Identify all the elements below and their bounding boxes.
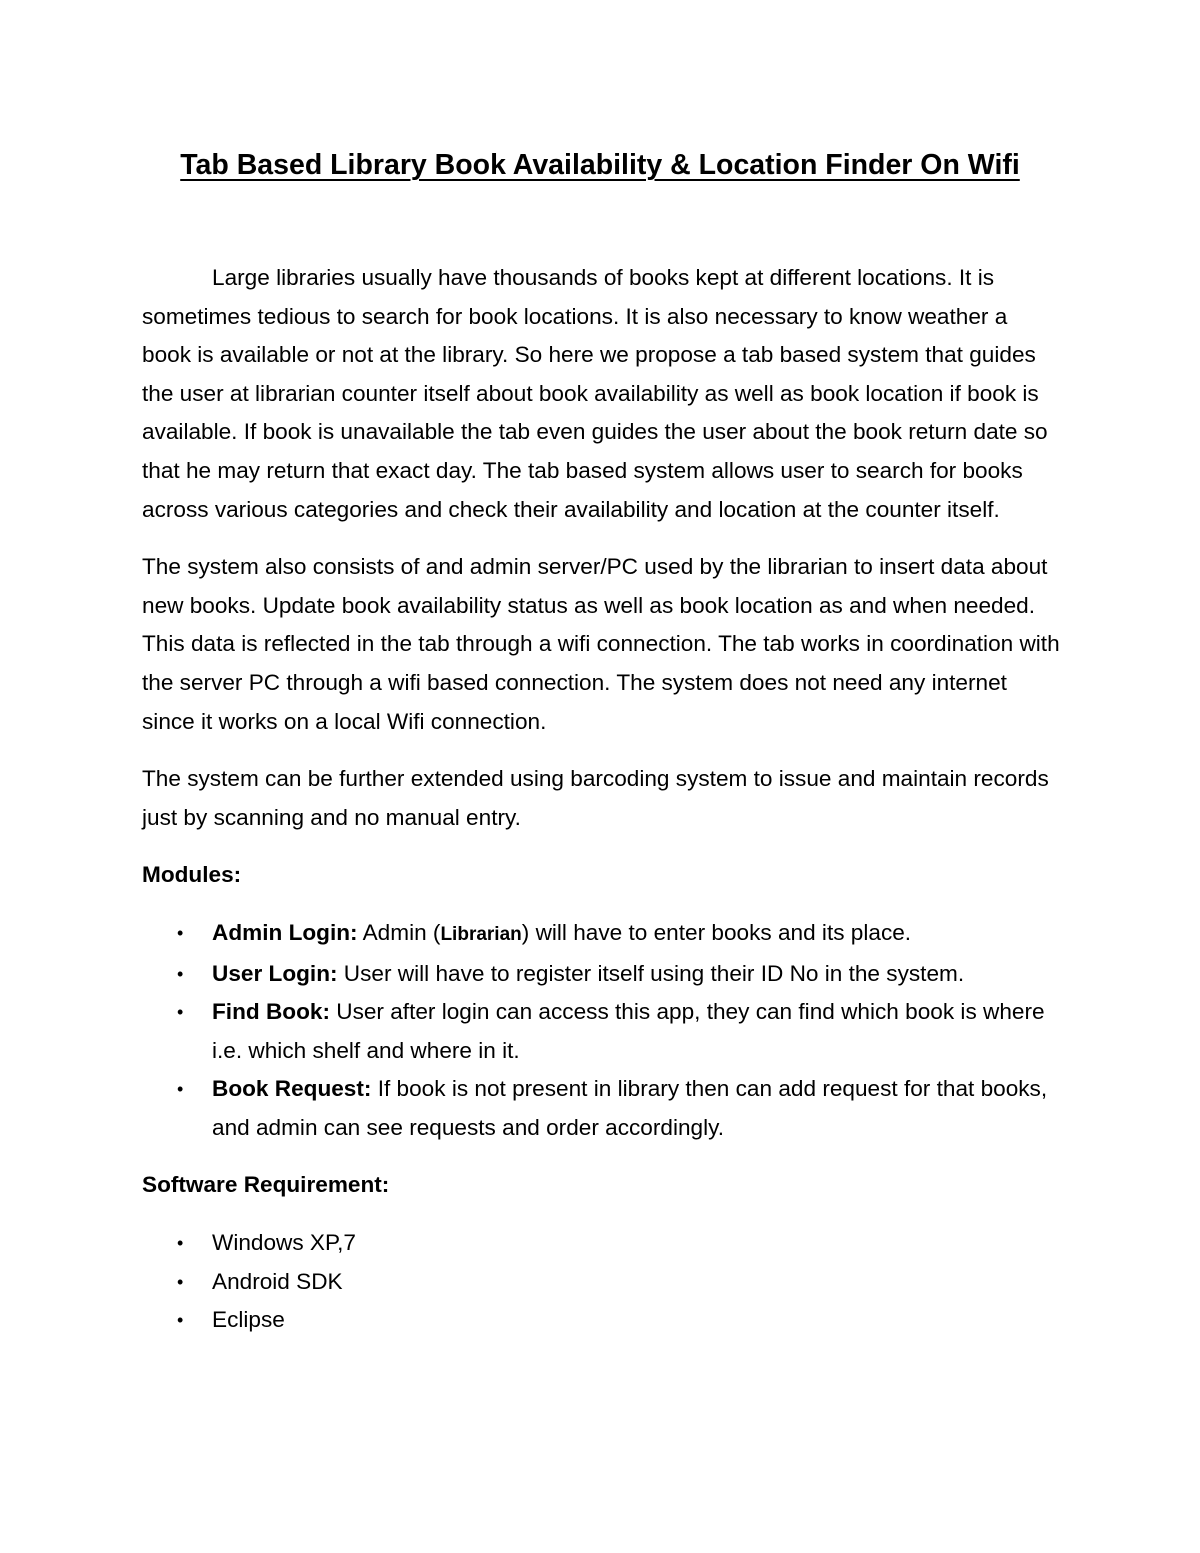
software-item-label: Android SDK: [212, 1268, 343, 1294]
bullet-icon: •: [177, 1079, 184, 1100]
software-list: [142, 1224, 1062, 1340]
modules-list: [142, 914, 1062, 1148]
software-item: [177, 1224, 1062, 1263]
admin-server-paragraph: The system also consists of and admin server/PC used by the librarian to insert data about new books. Update book availability status as well as book location as and when needed. This data is reflected in the tab through a wifi connection. The tab works in coordination with the server PC through a wifi based connection. The system does not need any internet since it works on a local Wifi connection.: [142, 554, 1060, 734]
bullet-icon: •: [177, 963, 184, 984]
module-item-book-request: [177, 1070, 1062, 1147]
bullet-icon: •: [177, 922, 184, 943]
software-item-label: Eclipse: [212, 1307, 285, 1333]
intro-paragraph: Large libraries usually have thousands of books kept at different locations. It is sometimes tedious to search for book locations. It is also necessary to know weather a book is available or not at the library. So here we propose a tab based system that guides the user at librarian counter itself about book availability as well as book location if book is available. If book is unavailable the tab even guides the user about the book return date so that he may return that exact day. The tab based system allows user to search for books across various categories and check their availability and location at the counter itself.: [142, 265, 1048, 522]
bullet-icon: •: [177, 1310, 184, 1331]
module-label: User Login:: [212, 960, 338, 986]
module-item-find-book: [177, 993, 1062, 1070]
software-requirement-heading: Software Requirement:: [142, 1172, 390, 1198]
module-text: Admin (: [357, 919, 441, 945]
module-text: User will have to register itself using their ID No in the system.: [337, 960, 965, 986]
module-label: Find Book:: [212, 999, 330, 1025]
software-item: [177, 1301, 1062, 1340]
software-item-label: Windows XP,7: [212, 1230, 357, 1256]
module-text: ) will have to enter books and its place.: [521, 919, 912, 945]
bullet-icon: •: [177, 1002, 184, 1023]
extension-paragraph: The system can be further extended using barcoding system to issue and maintain records just by scanning and no manual entry.: [142, 766, 1049, 830]
module-label: Book Request:: [212, 1076, 372, 1102]
software-item: [177, 1263, 1062, 1302]
document-title: Tab Based Library Book Availability & Location Finder On Wifi: [180, 149, 1020, 181]
bullet-icon: •: [177, 1271, 184, 1292]
module-emphasis: Librarian: [440, 923, 522, 945]
module-text: User after login can access this app, they can find which book is where i.e. which shelf and where in it.: [212, 999, 1045, 1063]
module-item-user-login: [177, 955, 1062, 994]
module-item-admin-login: [177, 914, 1062, 955]
modules-heading: Modules:: [142, 862, 242, 888]
bullet-icon: •: [177, 1233, 184, 1254]
document-body: [142, 259, 1062, 1359]
module-label: Admin Login:: [212, 919, 358, 945]
module-text: If book is not present in library then can add request for that books, and admin can see requests and order accordingly.: [212, 1076, 1048, 1140]
